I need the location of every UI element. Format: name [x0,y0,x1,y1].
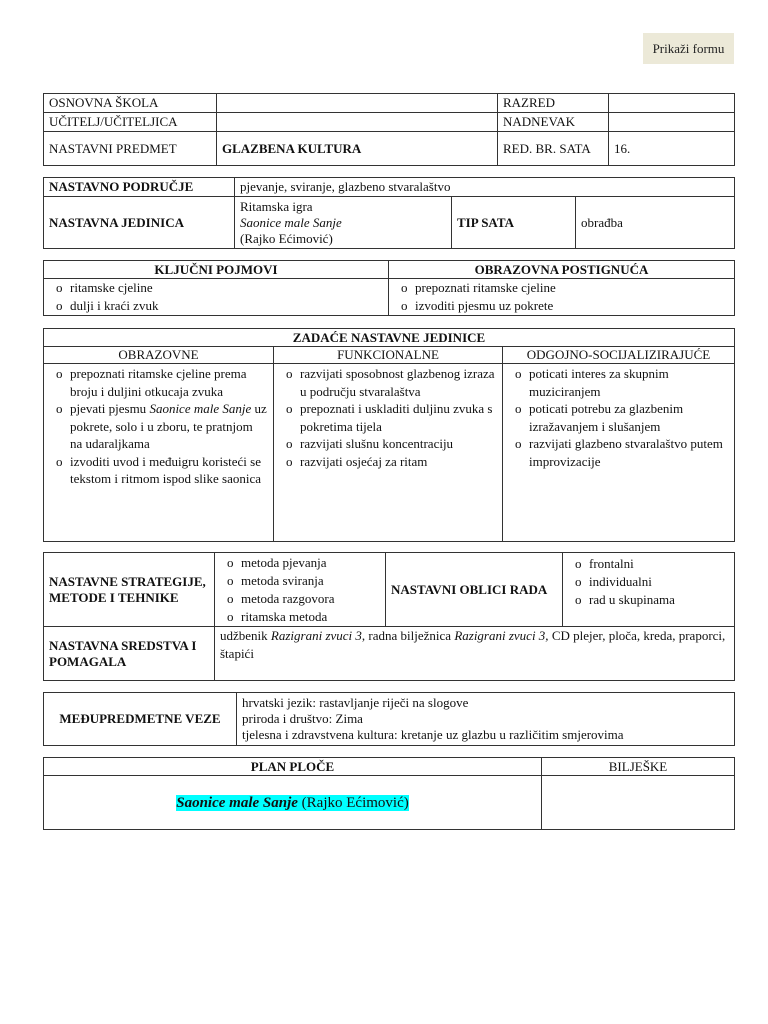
list-item: o razvijati sposobnost glazbenog izraza u području stvaralaštva [279,365,497,400]
link-line: tjelesna i zdravstvena kultura: kretanje uz glazbu u različitim smjerovima [242,727,624,742]
subject-value: GLAZBENA KULTURA [217,132,498,166]
area-label: NASTAVNO PODRUČJE [44,178,235,197]
unit-type-line: Ritamska igra [240,198,313,214]
list-item: o individualni [568,573,729,591]
list-item: o prepoznati ritamske cjeline prema broju i duljini otkucaja zvuka [49,365,268,400]
subject-label: NASTAVNI PREDMET [44,132,217,166]
tasks-table [43,328,735,542]
lesson-type-value: obrađba [576,197,735,249]
list-item: o razvijati osjećaj za ritam [279,453,497,471]
list-item: o metoda razgovora [220,590,380,608]
unit-song-author: (Rajko Ećimović) [240,230,333,246]
unit-song-title: Saonice male Sanje [240,214,342,230]
board-plan-content [44,776,542,830]
date-label: NADNEVAK [498,113,609,132]
resources-text: udžbenik [220,628,271,643]
board-plan-table [43,757,735,830]
concepts-table [43,260,735,316]
functional-cell [274,364,503,542]
list-item: o izvoditi uvod i međuigru koristeći se tekstom i ritmom ispod slike saonica [49,453,268,488]
notes-title: BILJEŠKE [542,758,735,776]
list-item: o metoda sviranja [220,572,380,590]
item-text: pjevati pjesmu [70,401,150,416]
forms-cell [563,553,735,627]
lesson-type-label: TIP SATA [452,197,576,249]
area-value: pjevanje, sviranje, glazbeno stvaralaštvo [235,178,735,197]
list-item: o rad u skupinama [568,591,729,609]
list-item [49,400,268,453]
textbook-title: Razigrani zvuci 3 [270,628,362,643]
key-terms-title: KLJUČNI POJMOVI [44,261,389,279]
interdisciplinary-cell [237,693,735,746]
strategies-cell [215,553,386,627]
col-social: ODGOJNO-SOCIJALIZIRAJUĆE [503,347,735,364]
educational-cell [44,364,274,542]
list-item: o prepoznati i uskladiti duljinu zvuka s pokretima tijela [279,400,497,435]
list-item: o razvijati slušnu koncentraciju [279,435,497,453]
school-label: OSNOVNA ŠKOLA [44,94,217,113]
outcomes-cell [389,279,735,316]
song-title-highlight: Saonice male Sanje [176,794,298,811]
class-label: RAZRED [498,94,609,113]
list-item: o razvijati glazbeno stvaralaštvo putem improvizacije [508,435,729,470]
unit-table [43,177,735,249]
song-author: (Rajko Ećimović) [297,794,409,811]
col-functional: FUNKCIONALNE [274,347,503,364]
interdisciplinary-table [43,692,735,746]
tasks-title: ZADAĆE NASTAVNE JEDINICE [44,329,735,347]
outcomes-title: OBRAZOVNA POSTIGNUĆA [389,261,735,279]
lesson-number-label: RED. BR. SATA [498,132,609,166]
unit-label: NASTAVNA JEDINICA [44,197,235,249]
key-terms-cell [44,279,389,316]
show-form-button[interactable]: Prikaži formu [643,33,734,64]
resources-text: , radna bilježnica [361,628,455,643]
song-title: Saonice male Sanje [149,401,252,416]
social-cell [503,364,735,542]
item-text: uz pokrete, solo i u zboru, te pratnjom na udaraljkama [70,401,267,451]
date-field[interactable] [609,113,735,132]
unit-value [235,197,452,249]
list-item: o prepoznati ritamske cjeline [394,279,729,297]
workbook-title: Razigrani zvuci 3, [454,628,549,643]
resources-label: NASTAVNA SREDSTVA I POMAGALA [44,627,215,681]
list-item: o poticati interes za skupnim muziciranjem [508,365,729,400]
teacher-field[interactable] [217,113,498,132]
list-item: o dulji i kraći zvuk [49,297,383,315]
notes-field[interactable] [542,776,735,830]
col-educational: OBRAZOVNE [44,347,274,364]
link-line: hrvatski jezik: rastavljanje riječi na slogove [242,695,469,710]
list-item: o izvoditi pjesmu uz pokrete [394,297,729,315]
resources-text: CD plejer, ploča, kreda, praporci, štapići [220,628,726,661]
header-table [43,93,735,166]
teacher-label: UČITELJ/UČITELJICA [44,113,217,132]
strategies-label: NASTAVNE STRATEGIJE, METODE I TEHNIKE [44,553,215,627]
methods-table [43,552,735,681]
link-line: priroda i društvo: Zima [242,711,363,726]
resources-value [215,627,735,681]
list-item: o ritamske cjeline [49,279,383,297]
lesson-number-value: 16. [609,132,735,166]
list-item: o ritamska metoda [220,608,380,626]
class-field[interactable] [609,94,735,113]
school-field[interactable] [217,94,498,113]
board-plan-title: PLAN PLOČE [44,758,542,776]
list-item: o poticati potrebu za glazbenim izražavanjem i slušanjem [508,400,729,435]
list-item: o metoda pjevanja [220,554,380,572]
list-item: o frontalni [568,555,729,573]
interdisciplinary-label: MEĐUPREDMETNE VEZE [44,693,237,746]
forms-label: NASTAVNI OBLICI RADA [386,553,563,627]
